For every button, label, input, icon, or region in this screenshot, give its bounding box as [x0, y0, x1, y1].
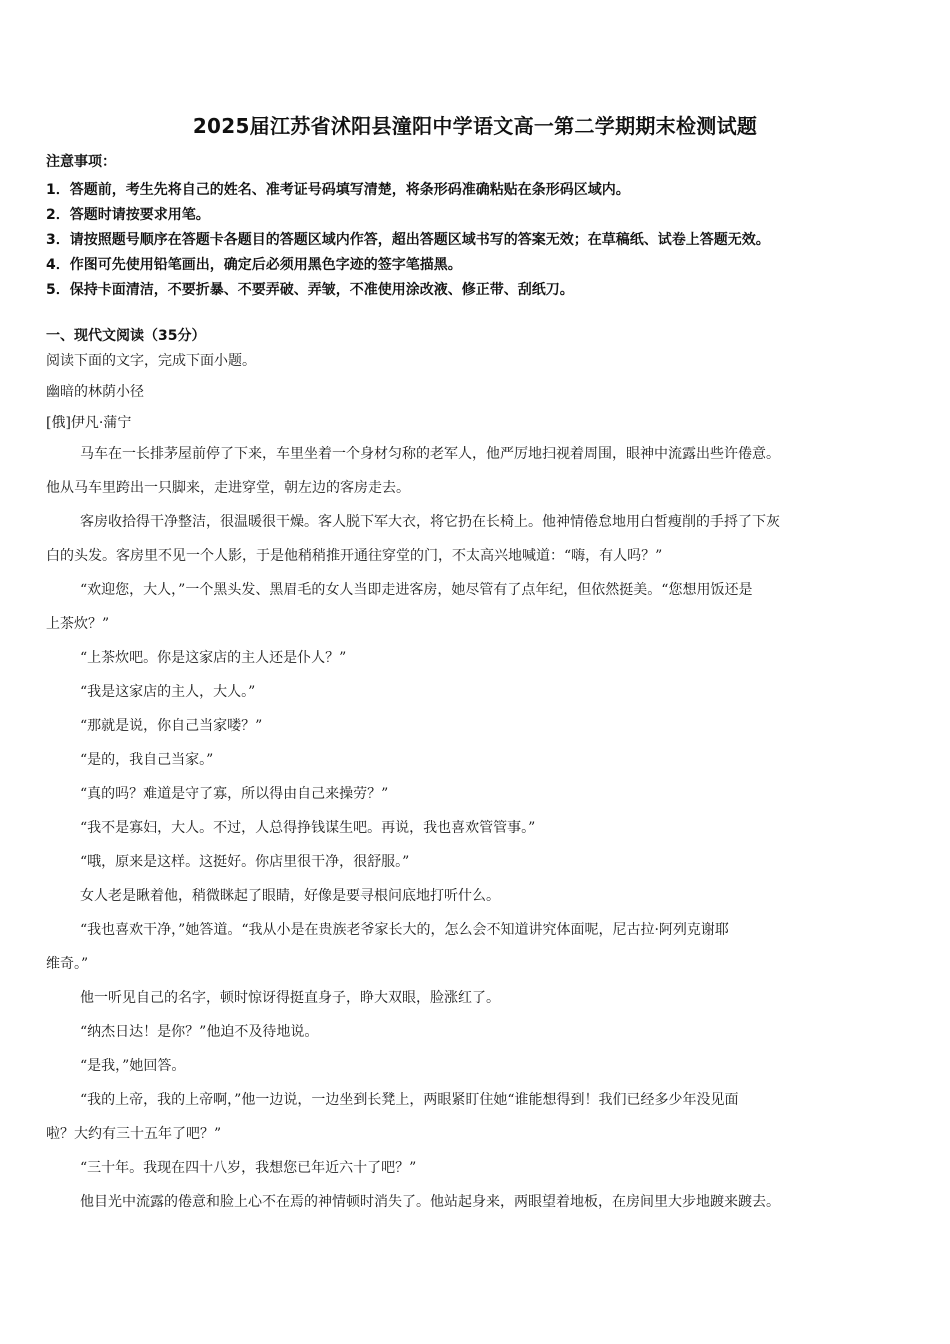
page-title: 2025届江苏省沭阳县潼阳中学语文高一第二学期期末检测试题: [192, 114, 758, 138]
story-title: 幽暗的林荫小径: [46, 384, 144, 400]
passage-line: “我是这家店的主人，大人。”: [80, 684, 256, 700]
passage-line: 维奇。”: [46, 956, 89, 972]
passage-line: “我不是寡妇，大人。不过，人总得挣钱谋生吧。再说，我也喜欢管管事。”: [80, 820, 536, 836]
passage-line: 女人老是瞅着他，稍微眯起了眼睛，好像是要寻根问底地打听什么。: [80, 888, 500, 904]
passage-line: “纳杰日达！是你？”他迫不及待地说。: [80, 1024, 319, 1040]
passage-line: 马车在一长排茅屋前停了下来，车里坐着一个身材匀称的老军人，他严厉地扫视着周围，眼神中流露出些许倦意。: [80, 446, 780, 462]
notice-block: [46, 153, 916, 303]
instruction-line: 阅读下面的文字，完成下面小题。: [46, 353, 256, 369]
passage-line: “上茶炊吧。你是这家店的主人还是仆人？”: [80, 650, 347, 666]
passage-line: “欢迎您，大人，”一个黑头发、黑眉毛的女人当即走进客房，她尽管有了点年纪，但依然挺美。“您想用饭还是: [80, 582, 753, 598]
passage-line: “是我，”她回答。: [80, 1058, 186, 1074]
notice-heading: 注意事项：: [46, 154, 116, 170]
passage-line: 白的头发。客房里不见一个人影，于是他稍稍推开通往穿堂的门，不太高兴地喊道：“嗨，有人吗？”: [46, 548, 663, 564]
passage-line: “真的吗？难道是守了寡，所以得由自己来操劳？”: [80, 786, 389, 802]
story-author: [俄]伊凡·蒲宁: [46, 415, 132, 431]
passage-line: 客房收拾得干净整洁，很温暖很干燥。客人脱下军大衣，将它扔在长椅上。他神情倦怠地用白皙瘦削的手捋了下灰: [80, 514, 780, 530]
notice-item: 1．答题前，考生先将自己的姓名、准考证号码填写清楚，将条形码准确粘贴在条形码区域内。: [46, 182, 630, 198]
section-heading: 一、现代文阅读（35分）: [46, 328, 206, 344]
passage-line: “三十年。我现在四十八岁，我想您已年近六十了吧？”: [80, 1160, 417, 1176]
passage-line: 上茶炊？”: [46, 616, 110, 632]
passage-line: “我也喜欢干净，”她答道。“我从小是在贵族老爷家长大的，怎么会不知道讲究体面呢，尼古拉·阿列克谢耶: [80, 922, 729, 938]
passage-line: “我的上帝，我的上帝啊，”他一边说，一边坐到长凳上，两眼紧盯住她“谁能想得到！我们已经多少年没见面: [80, 1092, 739, 1108]
passage: [46, 349, 908, 1224]
passage-line: “那就是说，你自己当家喽？”: [80, 718, 263, 734]
passage-line: 他一听见自己的名字，顿时惊讶得挺直身子，睁大双眼，脸涨红了。: [80, 990, 500, 1006]
passage-line: 啦？大约有三十五年了吧？”: [46, 1126, 222, 1142]
notice-item: 3．请按照题号顺序在答题卡各题目的答题区域内作答，超出答题区域书写的答案无效；在草稿纸、试卷上答题无效。: [46, 232, 770, 248]
passage-line: “哦，原来是这样。这挺好。你店里很干净，很舒服。”: [80, 854, 410, 870]
notice-item: 4．作图可先使用铅笔画出，确定后必须用黑色字迹的签字笔描黑。: [46, 257, 462, 273]
passage-line: 他目光中流露的倦意和脸上心不在焉的神情顿时消失了。他站起身来，两眼望着地板，在房间里大步地踱来踱去。: [80, 1194, 780, 1210]
notice-item: 5．保持卡面清洁，不要折暴、不要弄破、弄皱，不准使用涂改液、修正带、刮纸刀。: [46, 282, 574, 298]
notice-item: 2．答题时请按要求用笔。: [46, 207, 210, 223]
passage-line: “是的，我自己当家。”: [80, 752, 214, 768]
passage-line: 他从马车里跨出一只脚来，走进穿堂，朝左边的客房走去。: [46, 480, 410, 496]
